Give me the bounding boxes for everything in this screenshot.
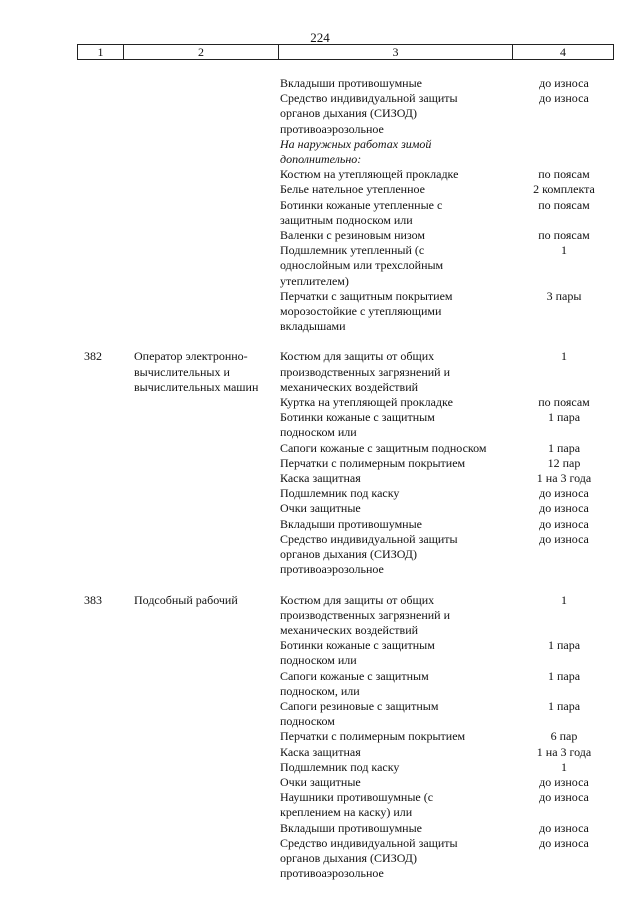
profession-name bbox=[134, 486, 280, 501]
row-number bbox=[84, 182, 134, 197]
equipment-item bbox=[280, 471, 514, 486]
issue-norm: до износа bbox=[539, 835, 589, 850]
table-row bbox=[0, 167, 640, 182]
equipment-item-line: Каска защитная bbox=[280, 744, 361, 759]
equipment-item bbox=[280, 745, 514, 760]
profession-name bbox=[134, 456, 280, 471]
equipment-item-line: Вкладыши противошумные bbox=[280, 820, 422, 835]
issue-norm: 2 комплекта bbox=[533, 182, 595, 197]
profession-name bbox=[134, 167, 280, 182]
profession-name bbox=[134, 775, 280, 790]
issue-norm: до износа bbox=[539, 486, 589, 501]
profession-name-line: Оператор электронно- bbox=[134, 349, 248, 364]
table-row bbox=[0, 699, 640, 729]
equipment-item bbox=[280, 638, 514, 668]
table-row bbox=[0, 349, 640, 395]
equipment-item-line: Средство индивидуальной защиты bbox=[280, 91, 458, 106]
issue-norm: 1 пара bbox=[547, 698, 581, 713]
row-number bbox=[84, 669, 134, 699]
profession-name bbox=[134, 501, 280, 516]
equipment-item-line: Костюм на утепляющей прокладке bbox=[280, 167, 459, 182]
table-row bbox=[0, 501, 640, 516]
row-number bbox=[84, 532, 134, 578]
equipment-item-line: Белье нательное утепленное bbox=[280, 182, 425, 197]
equipment-item-line: противоаэрозольное bbox=[280, 866, 384, 881]
row-number bbox=[84, 790, 134, 820]
equipment-item bbox=[280, 790, 514, 820]
issue-norm: до износа bbox=[539, 790, 589, 805]
equipment-item bbox=[280, 91, 514, 137]
issue-norm: 1 на 3 года bbox=[536, 471, 592, 486]
profession-name bbox=[134, 198, 280, 228]
table-row bbox=[0, 228, 640, 243]
column-header-1: 1 bbox=[97, 45, 104, 59]
equipment-item bbox=[280, 486, 514, 501]
row-number bbox=[84, 699, 134, 729]
table-row bbox=[0, 760, 640, 775]
issue-norm: 1 пара bbox=[547, 440, 581, 455]
equipment-item bbox=[280, 699, 514, 729]
profession-name bbox=[134, 532, 280, 578]
equipment-item bbox=[280, 228, 514, 243]
equipment-item bbox=[280, 76, 514, 91]
group-spacer bbox=[0, 578, 640, 593]
equipment-item bbox=[280, 167, 514, 182]
equipment-item-line: Подшлемник под каску bbox=[280, 486, 400, 501]
profession-name bbox=[134, 349, 280, 395]
equipment-item bbox=[280, 349, 514, 395]
profession-name bbox=[134, 395, 280, 410]
equipment-item bbox=[280, 289, 514, 335]
equipment-item-line: Сапоги кожаные с защитным bbox=[280, 668, 429, 683]
table-row bbox=[0, 821, 640, 836]
issue-norm bbox=[514, 137, 614, 167]
equipment-item-line: Перчатки с полимерным покрытием bbox=[280, 455, 466, 470]
row-number bbox=[84, 775, 134, 790]
table-row bbox=[0, 745, 640, 760]
equipment-item bbox=[280, 501, 514, 516]
row-number bbox=[84, 471, 134, 486]
equipment-item-line: Сапоги резиновые с защитным bbox=[280, 698, 439, 713]
profession-name bbox=[134, 228, 280, 243]
equipment-item-line: подноском или bbox=[280, 653, 357, 668]
row-number bbox=[84, 441, 134, 456]
equipment-item-line: противоаэрозольное bbox=[280, 121, 384, 136]
row-number bbox=[84, 729, 134, 744]
equipment-item-line: Подшлемник под каску bbox=[280, 759, 400, 774]
row-number bbox=[84, 638, 134, 668]
equipment-item-line: вкладышами bbox=[280, 319, 346, 334]
issue-norm: по поясам bbox=[538, 395, 590, 410]
table-row bbox=[0, 669, 640, 699]
profession-name bbox=[134, 441, 280, 456]
equipment-item-line: Подшлемник утепленный (с bbox=[280, 243, 425, 258]
profession-name bbox=[134, 137, 280, 167]
table-row bbox=[0, 456, 640, 471]
profession-name bbox=[134, 517, 280, 532]
page-number: 224 bbox=[310, 30, 330, 45]
table-row bbox=[0, 243, 640, 289]
row-number bbox=[84, 760, 134, 775]
table-row bbox=[0, 593, 640, 639]
issue-norm: до износа bbox=[539, 531, 589, 546]
equipment-item-line: На наружных работах зимой bbox=[280, 136, 432, 151]
equipment-item-line: Костюм для защиты от общих bbox=[280, 592, 435, 607]
table-row bbox=[0, 638, 640, 668]
equipment-item-line: дополнительно: bbox=[280, 152, 362, 167]
row-number: 382 bbox=[84, 349, 102, 364]
row-number bbox=[84, 410, 134, 440]
equipment-item-line: однослойным или трехслойным bbox=[280, 258, 444, 273]
equipment-item-line: Средство индивидуальной защиты bbox=[280, 835, 458, 850]
equipment-item-line: Вкладыши противошумные bbox=[280, 76, 422, 90]
profession-name bbox=[134, 91, 280, 137]
profession-name-line: вычислительных машин bbox=[134, 379, 259, 394]
column-header-table bbox=[77, 44, 614, 60]
row-number bbox=[84, 167, 134, 182]
issue-norm: 1 пара bbox=[547, 638, 581, 653]
row-number bbox=[84, 76, 134, 91]
table-row bbox=[0, 182, 640, 197]
row-number bbox=[84, 137, 134, 167]
equipment-item-line: органов дыхания (СИЗОД) bbox=[280, 547, 417, 562]
profession-name bbox=[134, 729, 280, 744]
row-number bbox=[84, 395, 134, 410]
equipment-item-line: утеплителем) bbox=[280, 273, 349, 288]
profession-name bbox=[134, 76, 280, 91]
equipment-item bbox=[280, 441, 514, 456]
issue-norm: до износа bbox=[539, 91, 589, 106]
equipment-item-line: Куртка на утепляющей прокладке bbox=[280, 395, 453, 410]
equipment-item-line: Наушники противошумные (с bbox=[280, 790, 434, 805]
row-number bbox=[84, 486, 134, 501]
issue-norm: 12 пар bbox=[547, 455, 581, 470]
equipment-item bbox=[280, 760, 514, 775]
table-row bbox=[0, 836, 640, 882]
equipment-item bbox=[280, 729, 514, 744]
row-number bbox=[84, 517, 134, 532]
table-row bbox=[0, 532, 640, 578]
equipment-item-line: Ботинки кожаные с защитным bbox=[280, 638, 435, 653]
equipment-item-line: подноском bbox=[280, 714, 335, 729]
row-number bbox=[84, 745, 134, 760]
equipment-item-line: Очки защитные bbox=[280, 774, 361, 789]
column-header-2: 2 bbox=[123, 45, 278, 59]
equipment-item bbox=[280, 137, 514, 167]
equipment-item bbox=[280, 669, 514, 699]
equipment-item-line: подноском, или bbox=[280, 683, 360, 698]
equipment-item-line: Сапоги кожаные с защитным подноском bbox=[280, 440, 487, 455]
equipment-item-line: защитным подноском или bbox=[280, 212, 413, 227]
equipment-item-line: органов дыхания (СИЗОД) bbox=[280, 850, 417, 865]
issue-norm: по поясам bbox=[538, 197, 590, 212]
issue-norm: 3 пары bbox=[546, 288, 582, 303]
equipment-item-line: Перчатки с защитным покрытием bbox=[280, 288, 453, 303]
issue-norm: по поясам bbox=[538, 167, 590, 182]
column-header-3: 3 bbox=[278, 45, 512, 59]
issue-norm: до износа bbox=[539, 516, 589, 531]
equipment-item-line: Ботинки кожаные утепленные с bbox=[280, 197, 443, 212]
profession-name-line: вычислительных и bbox=[134, 364, 230, 379]
equipment-item-line: Костюм для защиты от общих bbox=[280, 349, 435, 364]
table-row bbox=[0, 517, 640, 532]
profession-name bbox=[134, 182, 280, 197]
table-row bbox=[0, 395, 640, 410]
row-number bbox=[84, 91, 134, 137]
equipment-item bbox=[280, 836, 514, 882]
row-number bbox=[84, 243, 134, 289]
table-row bbox=[0, 198, 640, 228]
profession-name bbox=[134, 638, 280, 668]
group-spacer bbox=[0, 334, 640, 349]
profession-name bbox=[134, 760, 280, 775]
equipment-item-line: Перчатки с полимерным покрытием bbox=[280, 729, 466, 744]
equipment-item-line: Очки защитные bbox=[280, 501, 361, 516]
equipment-item-line: креплением на каску) или bbox=[280, 805, 413, 820]
table-body bbox=[0, 76, 640, 881]
equipment-item bbox=[280, 198, 514, 228]
row-number bbox=[84, 501, 134, 516]
profession-name-line: Подсобный рабочий bbox=[134, 592, 238, 607]
row-number bbox=[84, 228, 134, 243]
issue-norm: до износа bbox=[539, 501, 589, 516]
table-row bbox=[0, 289, 640, 335]
equipment-item bbox=[280, 456, 514, 471]
table-row bbox=[0, 441, 640, 456]
issue-norm: до износа bbox=[539, 76, 589, 90]
issue-norm: 1 bbox=[561, 243, 567, 258]
table-row bbox=[0, 486, 640, 501]
table-row bbox=[0, 91, 640, 137]
row-number bbox=[84, 456, 134, 471]
equipment-item-line: Средство индивидуальной защиты bbox=[280, 531, 458, 546]
equipment-item bbox=[280, 821, 514, 836]
equipment-item-line: производственных загрязнений и bbox=[280, 607, 451, 622]
row-number bbox=[84, 821, 134, 836]
profession-name bbox=[134, 745, 280, 760]
row-number: 383 bbox=[84, 592, 102, 607]
table-row bbox=[0, 775, 640, 790]
table-row bbox=[0, 137, 640, 167]
equipment-item-line: органов дыхания (СИЗОД) bbox=[280, 106, 417, 121]
row-number bbox=[84, 836, 134, 882]
profession-name bbox=[134, 410, 280, 440]
issue-norm: до износа bbox=[539, 820, 589, 835]
equipment-item-line: Валенки с резиновым низом bbox=[280, 228, 426, 243]
profession-name bbox=[134, 836, 280, 882]
equipment-item-line: подноском или bbox=[280, 425, 357, 440]
issue-norm: 1 на 3 года bbox=[536, 744, 592, 759]
equipment-item bbox=[280, 593, 514, 639]
issue-norm: 1 bbox=[561, 759, 567, 774]
issue-norm: 1 пара bbox=[547, 668, 581, 683]
profession-name bbox=[134, 471, 280, 486]
equipment-item bbox=[280, 775, 514, 790]
table-row bbox=[0, 790, 640, 820]
equipment-item-line: Каска защитная bbox=[280, 471, 361, 486]
equipment-item-line: производственных загрязнений и bbox=[280, 364, 451, 379]
equipment-item-line: Ботинки кожаные с защитным bbox=[280, 410, 435, 425]
profession-name bbox=[134, 243, 280, 289]
issue-norm: по поясам bbox=[538, 228, 590, 243]
table-row bbox=[0, 729, 640, 744]
table-row bbox=[0, 471, 640, 486]
equipment-item-line: Вкладыши противошумные bbox=[280, 516, 422, 531]
equipment-item bbox=[280, 182, 514, 197]
equipment-item bbox=[280, 243, 514, 289]
equipment-item-line: противоаэрозольное bbox=[280, 562, 384, 577]
profession-name bbox=[134, 289, 280, 335]
equipment-item bbox=[280, 410, 514, 440]
equipment-item-line: механических воздействий bbox=[280, 379, 419, 394]
profession-name bbox=[134, 790, 280, 820]
profession-name bbox=[134, 821, 280, 836]
issue-norm: до износа bbox=[539, 774, 589, 789]
equipment-item-line: механических воздействий bbox=[280, 622, 419, 637]
issue-norm: 1 bbox=[561, 592, 567, 607]
equipment-item bbox=[280, 395, 514, 410]
equipment-item-line: морозостойкие с утепляющими bbox=[280, 304, 442, 319]
issue-norm: 1 bbox=[561, 349, 567, 364]
table-row bbox=[0, 76, 640, 91]
row-number bbox=[84, 289, 134, 335]
equipment-item bbox=[280, 517, 514, 532]
column-header-4: 4 bbox=[512, 45, 613, 59]
row-number bbox=[84, 198, 134, 228]
issue-norm: 6 пар bbox=[550, 729, 578, 744]
profession-name bbox=[134, 699, 280, 729]
profession-name bbox=[134, 669, 280, 699]
profession-name bbox=[134, 593, 280, 639]
equipment-item bbox=[280, 532, 514, 578]
issue-norm: 1 пара bbox=[547, 410, 581, 425]
table-row bbox=[0, 410, 640, 440]
